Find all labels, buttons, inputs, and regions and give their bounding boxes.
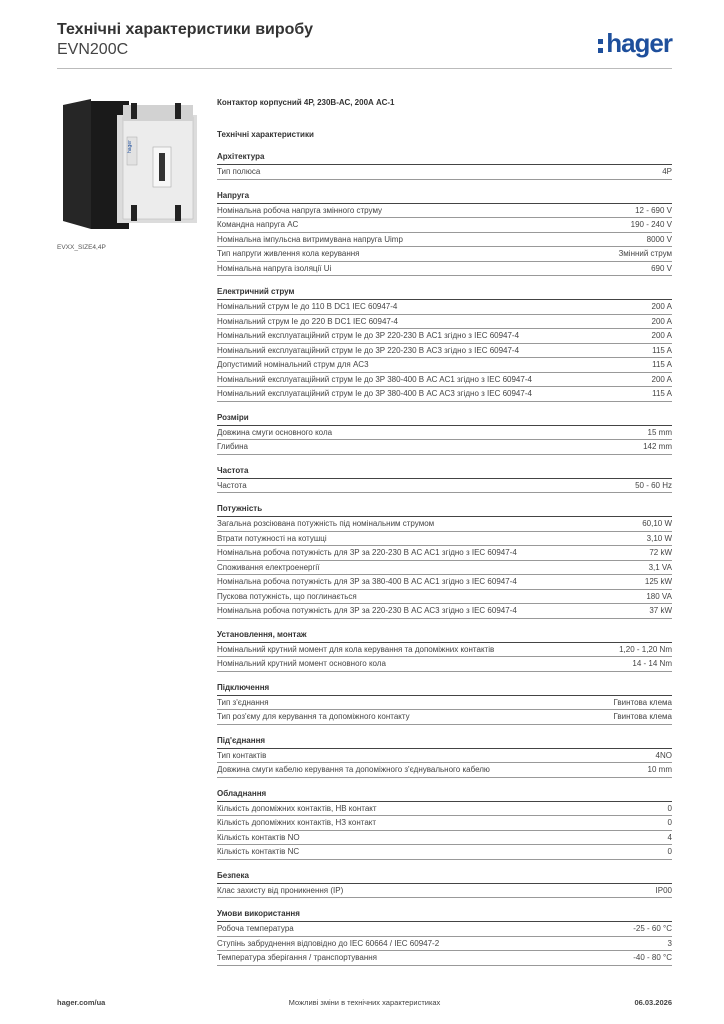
section-title: Умови використання: [217, 908, 672, 922]
spec-value: 1,20 - 1,20 Nm: [619, 644, 672, 654]
spec-value: 0: [667, 847, 672, 856]
spec-row: [217, 165, 672, 180]
spec-row: [217, 951, 672, 966]
spec-row: [217, 344, 672, 359]
spec-label: Тип полюса: [217, 167, 261, 176]
spec-row: [217, 831, 672, 846]
spec-row: [217, 358, 672, 373]
spec-label: Номінальна робоча потужність для 3P за 220-230 В AC AC1 згідно з IEC 60947-4: [217, 548, 517, 557]
spec-value: Змінний струм: [618, 249, 672, 258]
spec-section: [217, 682, 672, 725]
spec-label: Номінальний експлуатаційний струм Ie до 3P 220-230 В AC1 згідно з IEC 60947-4: [217, 331, 520, 340]
section-title: Підключення: [217, 682, 672, 696]
spec-label: Номінальний струм Ie до 110 В DC1 IEC 60947-4: [217, 302, 398, 311]
spec-section: [217, 503, 672, 619]
product-description: Контактор корпусний 4P, 230В-АС, 200А АС-1: [217, 98, 395, 107]
spec-value: 200 A: [651, 316, 672, 326]
spec-label: Номінальний експлуатаційний струм Ie до 3P 220-230 В AC3 згідно з IEC 60947-4: [217, 345, 520, 355]
spec-label: Допустимий номінальний струм для AC3: [217, 360, 369, 369]
spec-section: [217, 412, 672, 455]
header-divider: [57, 68, 672, 69]
spec-label: Глибина: [217, 442, 248, 451]
spec-row: [217, 300, 672, 315]
product-code: EVN200C: [57, 41, 129, 58]
footer-website: hager.com/ua: [57, 998, 106, 1007]
spec-value: 200 A: [651, 331, 672, 340]
spec-value: 60,10 W: [642, 519, 672, 528]
spec-row: [217, 763, 672, 778]
spec-row: [217, 440, 672, 455]
spec-value: -40 - 80 °C: [633, 953, 672, 962]
spec-row: [217, 561, 672, 576]
spec-label: Ступінь забруднення відповідно до IEC 60664 / IEC 60947-2: [217, 938, 440, 948]
section-title: Розміри: [217, 412, 672, 426]
hager-logo: [598, 28, 672, 59]
spec-value: -25 - 60 °C: [633, 924, 672, 933]
page-header: [57, 20, 672, 68]
section-title: Під'єднання: [217, 735, 672, 749]
spec-value: 3,1 VA: [648, 562, 672, 572]
section-title: Архітектура: [217, 151, 672, 165]
spec-value: IP00: [655, 885, 672, 895]
spec-label: Кількість контактів NC: [217, 847, 300, 856]
spec-row: [217, 922, 672, 937]
spec-value: 3,10 W: [646, 533, 672, 543]
spec-value: 690 V: [651, 263, 672, 273]
image-caption: EVXX_SIZE4,4P: [57, 244, 106, 251]
page-title: Технічні характеристики виробу: [57, 21, 313, 38]
spec-section: [217, 151, 672, 180]
spec-label: Кількість допоміжних контактів, НЗ контакт: [217, 818, 377, 827]
spec-row: [217, 218, 672, 233]
spec-section: [217, 190, 672, 277]
spec-row: [217, 204, 672, 219]
spec-value: 14 - 14 Nm: [632, 659, 672, 668]
footer-disclaimer: Можливі зміни в технічних характеристиках: [288, 998, 441, 1007]
spec-sections: [217, 151, 672, 966]
spec-row: [217, 604, 672, 619]
spec-row: [217, 816, 672, 831]
spec-label: Номінальний експлуатаційний струм Ie до 3P 380-400 В AC AC3 згідно з IEC 60947-4: [217, 389, 532, 398]
spec-row: [217, 845, 672, 860]
spec-value: 37 kW: [649, 606, 672, 615]
spec-content: [217, 97, 672, 976]
spec-row: [217, 373, 672, 388]
spec-value: 200 A: [651, 302, 672, 311]
spec-value: 0: [667, 803, 672, 813]
spec-value: 4NO: [655, 750, 672, 760]
spec-label: Номінальний експлуатаційний струм Ie до 3P 380-400 В AC AC1 згідно з IEC 60947-4: [217, 374, 532, 384]
spec-value: 200 A: [651, 374, 672, 384]
spec-row: [217, 479, 672, 494]
spec-value: 8000 V: [646, 234, 672, 244]
footer-date: 06.03.2026: [634, 998, 672, 1007]
spec-value: 115 A: [652, 360, 672, 369]
spec-value: 115 A: [652, 389, 672, 398]
spec-value: 3: [667, 938, 672, 948]
spec-label: Командна напруга AC: [217, 220, 299, 229]
spec-row: [217, 233, 672, 248]
spec-value: 125 kW: [644, 577, 672, 586]
spec-value: 0: [667, 818, 672, 827]
spec-row: [217, 315, 672, 330]
spec-section: [217, 908, 672, 966]
spec-label: Номінальний крутний момент основного кола: [217, 659, 386, 668]
spec-label: Кількість допоміжних контактів, НВ контакт: [217, 803, 377, 813]
spec-label: Тип з'єднання: [217, 697, 269, 707]
spec-section: [217, 286, 672, 402]
spec-value: 180 VA: [646, 591, 672, 601]
product-image: [57, 95, 201, 236]
spec-row: [217, 710, 672, 725]
spec-row: [217, 546, 672, 561]
section-title: Електричний струм: [217, 286, 672, 300]
spec-label: Номінальна робоча потужність для 3P за 220-230 В AC AC3 згідно з IEC 60947-4: [217, 606, 517, 615]
spec-label: Довжина смуги кабелю керування та допоміжного з'єднувального кабелю: [217, 765, 490, 774]
spec-value: 12 - 690 V: [635, 205, 672, 215]
spec-row: [217, 532, 672, 547]
spec-value: 72 kW: [649, 548, 672, 557]
logo-dots-icon: [598, 36, 604, 54]
contactor-picture: [57, 95, 201, 236]
section-title: Частота: [217, 465, 672, 479]
spec-section: [217, 465, 672, 494]
spec-label: Номінальна робоча напруга змінного струму: [217, 205, 383, 215]
spec-row: [217, 749, 672, 764]
spec-label: Довжина смуги основного кола: [217, 427, 333, 437]
spec-row: [217, 517, 672, 532]
spec-value: 190 - 240 V: [630, 220, 672, 229]
spec-value: Гвинтова клема: [613, 712, 672, 721]
spec-value: 15 mm: [647, 427, 672, 437]
spec-row: [217, 262, 672, 277]
spec-label: Загальна розсіювана потужність під номінальним струмом: [217, 519, 435, 528]
spec-value: 115 A: [652, 345, 672, 355]
spec-value: 4P: [662, 167, 672, 176]
section-title: Потужність: [217, 503, 672, 517]
spec-label: Температура зберігання / транспортування: [217, 953, 378, 962]
section-title: Безпека: [217, 870, 672, 884]
spec-row: [217, 643, 672, 658]
spec-row: [217, 696, 672, 711]
spec-label: Клас захисту від проникнення (IP): [217, 885, 344, 895]
spec-row: [217, 590, 672, 605]
spec-label: Тип контактів: [217, 750, 267, 760]
spec-label: Тип напруги живлення кола керування: [217, 249, 360, 258]
spec-label: Втрати потужності на котушці: [217, 533, 327, 543]
spec-label: Номінальна імпульсна витримувана напруга Uimp: [217, 234, 403, 244]
spec-value: 4: [667, 832, 672, 842]
tech-heading: Технічні характеристики: [217, 130, 314, 139]
svg-text:hager: hager: [127, 140, 133, 153]
spec-label: Номінальний крутний момент для кола керування та допоміжних контактів: [217, 644, 495, 654]
spec-label: Робоча температура: [217, 924, 294, 933]
spec-value: 10 mm: [647, 765, 672, 774]
logo-text: hager: [606, 28, 672, 58]
spec-label: Номінальна робоча потужність для 3P за 380-400 В AC AC1 згідно з IEC 60947-4: [217, 577, 517, 586]
spec-row: [217, 247, 672, 262]
spec-section: [217, 735, 672, 778]
spec-label: Кількість контактів NO: [217, 832, 300, 842]
spec-label: Тип роз'єму для керування та допоміжного контакту: [217, 712, 410, 721]
spec-row: [217, 802, 672, 817]
spec-row: [217, 937, 672, 952]
spec-row: [217, 884, 672, 899]
section-title: Напруга: [217, 190, 672, 204]
spec-section: [217, 629, 672, 672]
spec-label: Частота: [217, 480, 247, 490]
spec-value: Гвинтова клема: [613, 697, 672, 707]
spec-label: Споживання електроенергії: [217, 562, 320, 572]
spec-label: Пускова потужність, що поглинається: [217, 591, 357, 601]
section-title: Обладнання: [217, 788, 672, 802]
spec-value: 50 - 60 Hz: [635, 480, 672, 490]
spec-section: [217, 788, 672, 860]
spec-row: [217, 329, 672, 344]
spec-row: [217, 575, 672, 590]
spec-section: [217, 870, 672, 899]
spec-label: Номінальна напруга ізоляції Ui: [217, 263, 332, 273]
spec-value: 142 mm: [643, 442, 672, 451]
spec-label: Номінальний струм Ie до 220 В DC1 IEC 60947-4: [217, 316, 398, 326]
spec-row: [217, 426, 672, 441]
spec-row: [217, 657, 672, 672]
spec-row: [217, 387, 672, 402]
section-title: Установлення, монтаж: [217, 629, 672, 643]
